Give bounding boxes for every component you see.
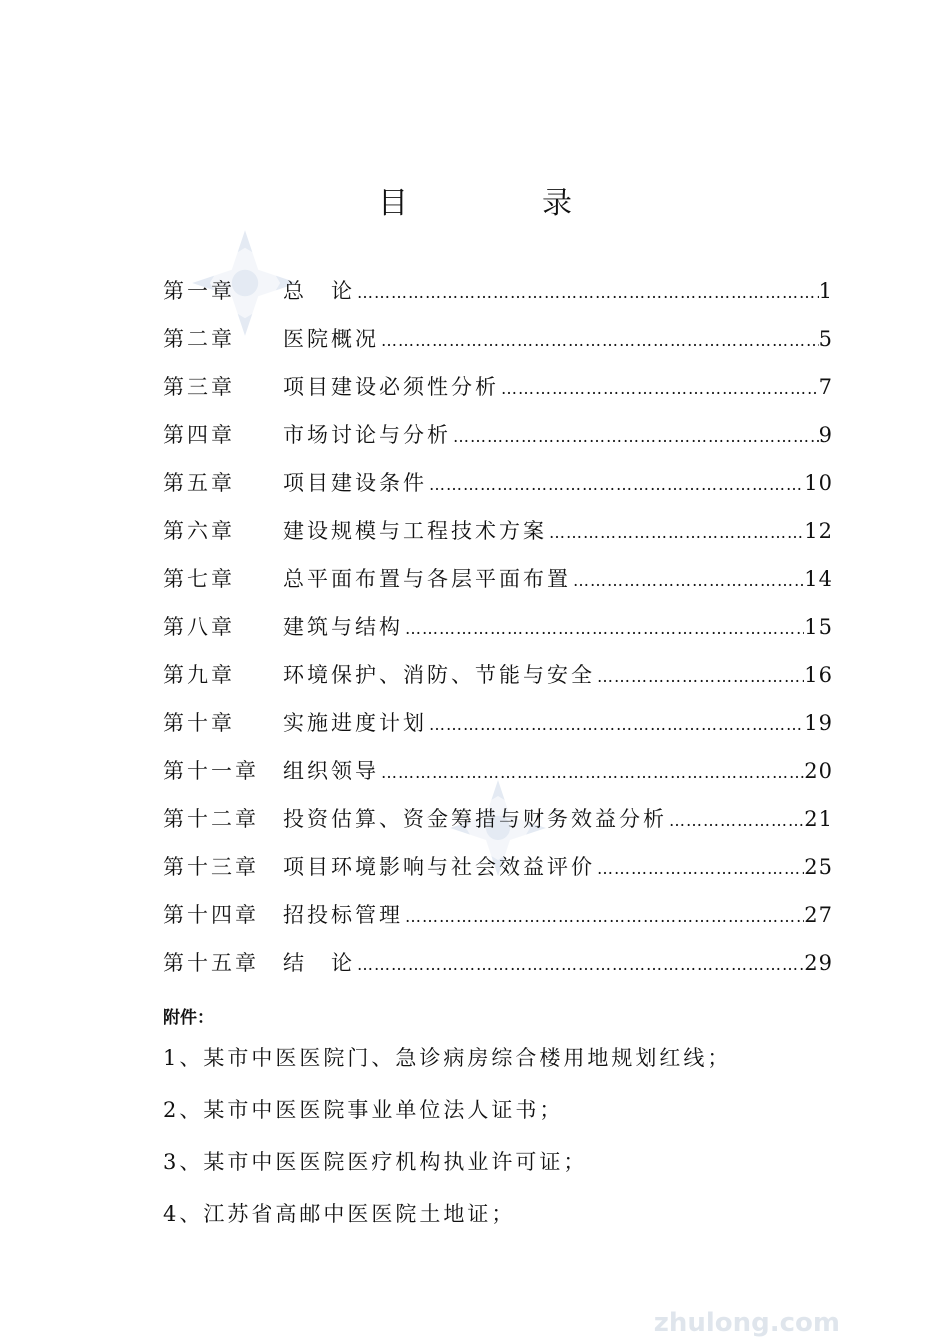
attachment-item: 1、某市中医医院门、急诊病房综合楼用地规划红线； [163,1046,732,1070]
toc-title: 建筑与结构 [283,615,403,639]
toc-chapter: 第九章 [163,663,235,687]
toc-row[interactable] [163,419,833,467]
toc-leader [595,859,804,878]
toc-page: 25 [804,855,833,879]
toc-page: 19 [804,711,833,735]
toc-page: 12 [804,519,833,543]
toc-row[interactable] [163,803,833,851]
toc-chapter: 第十章 [163,711,235,735]
toc-leader [403,907,804,926]
toc-row[interactable] [163,371,833,419]
toc-page: 29 [804,951,833,975]
toc-page: 7 [818,375,833,399]
toc-title: 投资估算、资金筹措与财务效益分析 [283,807,667,831]
toc-leader [355,283,819,302]
toc-leader [499,379,819,398]
toc-leader [355,955,804,974]
table-of-contents [163,275,833,995]
toc-row[interactable] [163,275,833,323]
attachment-item: 2、某市中医医院事业单位法人证书； [163,1098,564,1122]
toc-row[interactable] [163,659,833,707]
toc-leader [427,475,804,494]
toc-page: 14 [804,567,833,591]
toc-title: 医院概况 [283,327,379,351]
watermark-text: zhulong.com [653,1308,840,1338]
toc-leader [667,811,804,830]
toc-title: 总平面布置与各层平面布置 [283,567,571,591]
attachments-heading: 附件： [163,1008,214,1028]
toc-leader [547,523,804,542]
toc-page: 20 [804,759,833,783]
toc-row[interactable] [163,611,833,659]
toc-row[interactable] [163,899,833,947]
toc-leader [427,715,804,734]
toc-page: 16 [804,663,833,687]
toc-row[interactable] [163,755,833,803]
toc-chapter: 第十五章 [163,951,259,975]
toc-row[interactable] [163,323,833,371]
toc-chapter: 第六章 [163,519,235,543]
toc-leader [451,427,819,446]
toc-title: 项目环境影响与社会效益评价 [283,855,595,879]
attachments-list [163,1042,863,1250]
toc-chapter: 第十一章 [163,759,259,783]
toc-title: 项目建设条件 [283,471,427,495]
attachment-item: 3、某市中医医院医疗机构执业许可证； [163,1150,588,1174]
toc-page: 10 [804,471,833,495]
toc-page: 15 [804,615,833,639]
toc-title: 招投标管理 [283,903,403,927]
toc-leader [595,667,804,686]
toc-row[interactable] [163,707,833,755]
toc-row[interactable] [163,947,833,995]
toc-title: 组织领导 [283,759,379,783]
toc-chapter: 第十四章 [163,903,259,927]
page-title: 目 录 [378,186,624,221]
toc-leader [403,619,804,638]
toc-row[interactable] [163,515,833,563]
toc-leader [571,571,804,590]
toc-leader [379,763,804,782]
toc-title: 项目建设必须性分析 [283,375,499,399]
toc-chapter: 第十三章 [163,855,259,879]
toc-chapter: 第一章 [163,279,235,303]
toc-chapter: 第八章 [163,615,235,639]
toc-chapter: 第十二章 [163,807,259,831]
toc-chapter: 第七章 [163,567,235,591]
toc-title: 市场讨论与分析 [283,423,451,447]
toc-chapter: 第二章 [163,327,235,351]
attachment-item: 4、江苏省高邮中医医院土地证； [163,1202,516,1226]
toc-title: 实施进度计划 [283,711,427,735]
toc-title: 总 论 [283,279,355,303]
toc-chapter: 第三章 [163,375,235,399]
toc-row[interactable] [163,851,833,899]
toc-chapter: 第四章 [163,423,235,447]
toc-page: 9 [818,423,833,447]
toc-page: 21 [804,807,833,831]
toc-leader [379,331,819,350]
toc-title: 结 论 [283,951,355,975]
toc-page: 5 [818,327,833,351]
toc-chapter: 第五章 [163,471,235,495]
toc-title: 建设规模与工程技术方案 [283,519,547,543]
toc-page: 1 [818,279,833,303]
toc-page: 27 [804,903,833,927]
toc-row[interactable] [163,467,833,515]
toc-row[interactable] [163,563,833,611]
toc-title: 环境保护、消防、节能与安全 [283,663,595,687]
